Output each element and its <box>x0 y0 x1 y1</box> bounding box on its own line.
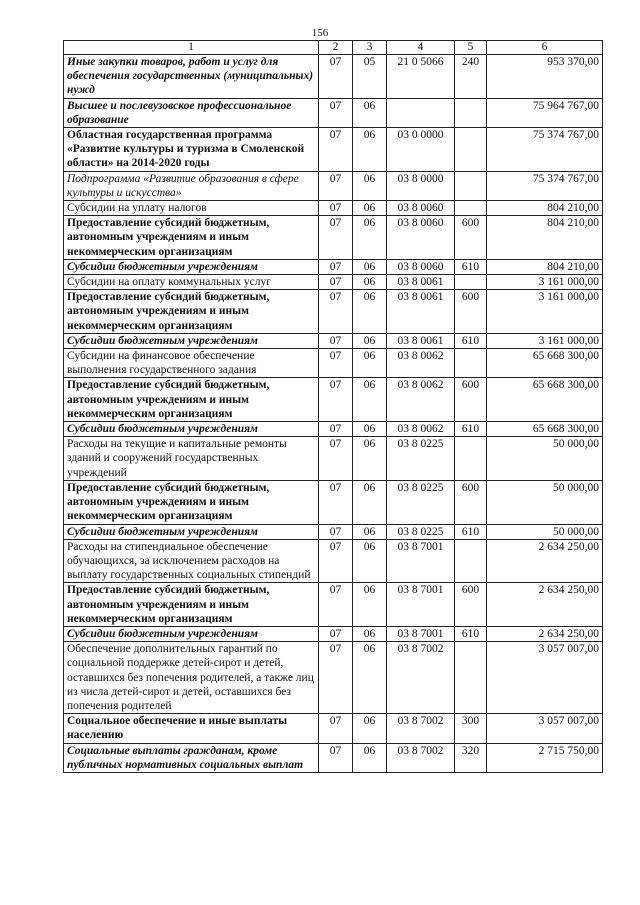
table-row <box>64 259 603 274</box>
expense-type-cell <box>455 275 487 290</box>
row-name-cell: Субсидии бюджетным учреждениям <box>64 626 319 641</box>
target-article-cell: 03 8 0062 <box>387 349 455 378</box>
expense-type-cell: 610 <box>455 259 487 274</box>
subsection-code-cell: 06 <box>353 275 387 290</box>
subsection-code-cell: 06 <box>353 437 387 481</box>
expense-type-cell <box>455 171 487 200</box>
column-header-2: 2 <box>319 41 353 55</box>
expense-type-cell <box>455 201 487 216</box>
target-article-cell: 03 8 0061 <box>387 275 455 290</box>
expense-type-cell: 610 <box>455 524 487 539</box>
amount-cell: 3 161 000,00 <box>487 333 603 348</box>
table-row <box>64 128 603 172</box>
row-name-cell: Расходы на стипендиальное обеспечение обучающихся, за исключением расходов на выплату государственных социальных стипендий <box>64 539 319 583</box>
amount-cell: 75 374 767,00 <box>487 171 603 200</box>
amount-cell: 65 668 300,00 <box>487 349 603 378</box>
target-article-cell: 03 8 7001 <box>387 539 455 583</box>
subsection-code-cell: 06 <box>353 714 387 743</box>
target-article-cell: 03 8 7001 <box>387 583 455 627</box>
table-row <box>64 642 603 714</box>
section-code-cell: 07 <box>319 216 353 260</box>
section-code-cell: 07 <box>319 524 353 539</box>
section-code-cell: 07 <box>319 642 353 714</box>
expense-type-cell: 600 <box>455 378 487 422</box>
target-article-cell: 03 8 0061 <box>387 333 455 348</box>
subsection-code-cell: 06 <box>353 378 387 422</box>
row-name-cell: Подпрограмма «Развитие образования в сфере культуры и искусства» <box>64 171 319 200</box>
subsection-code-cell: 06 <box>353 333 387 348</box>
amount-cell: 3 057 007,00 <box>487 714 603 743</box>
table-row <box>64 539 603 583</box>
subsection-code-cell: 06 <box>353 216 387 260</box>
target-article-cell: 21 0 5066 <box>387 55 455 99</box>
expense-type-cell: 300 <box>455 714 487 743</box>
row-name-cell: Субсидии на финансовое обеспечение выполнения государственного задания <box>64 349 319 378</box>
table-row <box>64 422 603 437</box>
amount-cell: 3 161 000,00 <box>487 290 603 334</box>
amount-cell: 2 634 250,00 <box>487 583 603 627</box>
table-row <box>64 275 603 290</box>
target-article-cell: 03 8 0062 <box>387 378 455 422</box>
target-article-cell: 03 8 0060 <box>387 259 455 274</box>
subsection-code-cell: 06 <box>353 171 387 200</box>
row-name-cell: Обеспечение дополнительных гарантий по социальной поддержке детей-сирот и детей, оставшихся без попечения родителей, а также лиц из числа детей-сирот и детей, оставшихся без попечения родителей <box>64 642 319 714</box>
subsection-code-cell: 06 <box>353 259 387 274</box>
section-code-cell: 07 <box>319 55 353 99</box>
row-name-cell: Иные закупки товаров, работ и услуг для обеспечения государственных (муниципальных) нужд <box>64 55 319 99</box>
column-header-6: 6 <box>487 41 603 55</box>
amount-cell: 75 964 767,00 <box>487 98 603 127</box>
expense-type-cell <box>455 98 487 127</box>
subsection-code-cell: 06 <box>353 539 387 583</box>
row-name-cell: Предоставление субсидий бюджетным, автономным учреждениям и иным некоммерческим организациям <box>64 480 319 524</box>
row-name-cell: Высшее и послевузовское профессиональное образование <box>64 98 319 127</box>
table-row <box>64 480 603 524</box>
section-code-cell: 07 <box>319 422 353 437</box>
target-article-cell: 03 8 0000 <box>387 171 455 200</box>
target-article-cell: 03 8 0225 <box>387 524 455 539</box>
section-code-cell: 07 <box>319 98 353 127</box>
target-article-cell: 03 8 7002 <box>387 642 455 714</box>
target-article-cell: 03 8 0061 <box>387 290 455 334</box>
subsection-code-cell: 06 <box>353 201 387 216</box>
row-name-cell: Областная государственная программа «Развитие культуры и туризма в Смоленской области» на 2014-2020 годы <box>64 128 319 172</box>
header-row <box>64 41 603 55</box>
row-name-cell: Субсидии бюджетным учреждениям <box>64 524 319 539</box>
section-code-cell: 07 <box>319 743 353 772</box>
amount-cell: 65 668 300,00 <box>487 422 603 437</box>
row-name-cell: Предоставление субсидий бюджетным, автономным учреждениям и иным некоммерческим организациям <box>64 290 319 334</box>
column-header-4: 4 <box>387 41 455 55</box>
column-header-5: 5 <box>455 41 487 55</box>
row-name-cell: Предоставление субсидий бюджетным, автономным учреждениям и иным некоммерческим организациям <box>64 216 319 260</box>
subsection-code-cell: 06 <box>353 422 387 437</box>
expense-type-cell <box>455 128 487 172</box>
row-name-cell: Расходы на текущие и капитальные ремонты зданий и сооружений государственных учреждений <box>64 437 319 481</box>
amount-cell: 804 210,00 <box>487 201 603 216</box>
table-row <box>64 290 603 334</box>
subsection-code-cell: 06 <box>353 626 387 641</box>
row-name-cell: Субсидии бюджетным учреждениям <box>64 422 319 437</box>
expense-type-cell: 240 <box>455 55 487 99</box>
subsection-code-cell: 05 <box>353 55 387 99</box>
table-row <box>64 378 603 422</box>
budget-table <box>63 40 603 773</box>
section-code-cell: 07 <box>319 480 353 524</box>
target-article-cell: 03 8 7002 <box>387 714 455 743</box>
row-name-cell: Социальное обеспечение и иные выплаты населению <box>64 714 319 743</box>
expense-type-cell <box>455 642 487 714</box>
table-row <box>64 98 603 127</box>
section-code-cell: 07 <box>319 349 353 378</box>
section-code-cell: 07 <box>319 626 353 641</box>
expense-type-cell: 600 <box>455 216 487 260</box>
table-row <box>64 583 603 627</box>
amount-cell: 3 057 007,00 <box>487 642 603 714</box>
row-name-cell: Социальные выплаты гражданам, кроме публичных нормативных социальных выплат <box>64 743 319 772</box>
section-code-cell: 07 <box>319 333 353 348</box>
row-name-cell: Предоставление субсидий бюджетным, автономным учреждениям и иным некоммерческим организациям <box>64 583 319 627</box>
section-code-cell: 07 <box>319 290 353 334</box>
section-code-cell: 07 <box>319 583 353 627</box>
amount-cell: 2 634 250,00 <box>487 626 603 641</box>
section-code-cell: 07 <box>319 539 353 583</box>
table-row <box>64 743 603 772</box>
section-code-cell: 07 <box>319 128 353 172</box>
target-article-cell <box>387 98 455 127</box>
amount-cell: 50 000,00 <box>487 480 603 524</box>
expense-type-cell: 320 <box>455 743 487 772</box>
amount-cell: 50 000,00 <box>487 524 603 539</box>
amount-cell: 3 161 000,00 <box>487 275 603 290</box>
section-code-cell: 07 <box>319 378 353 422</box>
table-row <box>64 171 603 200</box>
target-article-cell: 03 8 7002 <box>387 743 455 772</box>
expense-type-cell: 610 <box>455 333 487 348</box>
expense-type-cell: 600 <box>455 480 487 524</box>
column-header-3: 3 <box>353 41 387 55</box>
expense-type-cell <box>455 349 487 378</box>
row-name-cell: Субсидии бюджетным учреждениям <box>64 259 319 274</box>
amount-cell: 2 634 250,00 <box>487 539 603 583</box>
section-code-cell: 07 <box>319 171 353 200</box>
section-code-cell: 07 <box>319 201 353 216</box>
row-name-cell: Предоставление субсидий бюджетным, автономным учреждениям и иным некоммерческим организациям <box>64 378 319 422</box>
subsection-code-cell: 06 <box>353 642 387 714</box>
expense-type-cell: 610 <box>455 422 487 437</box>
expense-type-cell: 610 <box>455 626 487 641</box>
column-header-1: 1 <box>64 41 319 55</box>
page-number: 156 <box>311 27 329 39</box>
expense-type-cell <box>455 437 487 481</box>
amount-cell: 65 668 300,00 <box>487 378 603 422</box>
table-row <box>64 349 603 378</box>
subsection-code-cell: 06 <box>353 290 387 334</box>
subsection-code-cell: 06 <box>353 743 387 772</box>
table-row <box>64 714 603 743</box>
subsection-code-cell: 06 <box>353 583 387 627</box>
amount-cell: 953 370,00 <box>487 55 603 99</box>
row-name-cell: Субсидии на оплату коммунальных услуг <box>64 275 319 290</box>
amount-cell: 804 210,00 <box>487 259 603 274</box>
target-article-cell: 03 8 0062 <box>387 422 455 437</box>
expense-type-cell: 600 <box>455 290 487 334</box>
target-article-cell: 03 8 0225 <box>387 480 455 524</box>
amount-cell: 50 000,00 <box>487 437 603 481</box>
table-row <box>64 201 603 216</box>
section-code-cell: 07 <box>319 714 353 743</box>
target-article-cell: 03 0 0000 <box>387 128 455 172</box>
section-code-cell: 07 <box>319 259 353 274</box>
expense-type-cell: 600 <box>455 583 487 627</box>
amount-cell: 804 210,00 <box>487 216 603 260</box>
subsection-code-cell: 06 <box>353 480 387 524</box>
subsection-code-cell: 06 <box>353 524 387 539</box>
target-article-cell: 03 8 0225 <box>387 437 455 481</box>
row-name-cell: Субсидии бюджетным учреждениям <box>64 333 319 348</box>
subsection-code-cell: 06 <box>353 128 387 172</box>
table-body <box>64 55 603 773</box>
subsection-code-cell: 06 <box>353 349 387 378</box>
table-row <box>64 626 603 641</box>
table-row <box>64 216 603 260</box>
expense-type-cell <box>455 539 487 583</box>
section-code-cell: 07 <box>319 275 353 290</box>
table-row <box>64 524 603 539</box>
amount-cell: 2 715 750,00 <box>487 743 603 772</box>
target-article-cell: 03 8 7001 <box>387 626 455 641</box>
row-name-cell: Субсидии на уплату налогов <box>64 201 319 216</box>
subsection-code-cell: 06 <box>353 98 387 127</box>
target-article-cell: 03 8 0060 <box>387 216 455 260</box>
table-row <box>64 437 603 481</box>
table-row <box>64 55 603 99</box>
table-row <box>64 333 603 348</box>
section-code-cell: 07 <box>319 437 353 481</box>
target-article-cell: 03 8 0060 <box>387 201 455 216</box>
amount-cell: 75 374 767,00 <box>487 128 603 172</box>
